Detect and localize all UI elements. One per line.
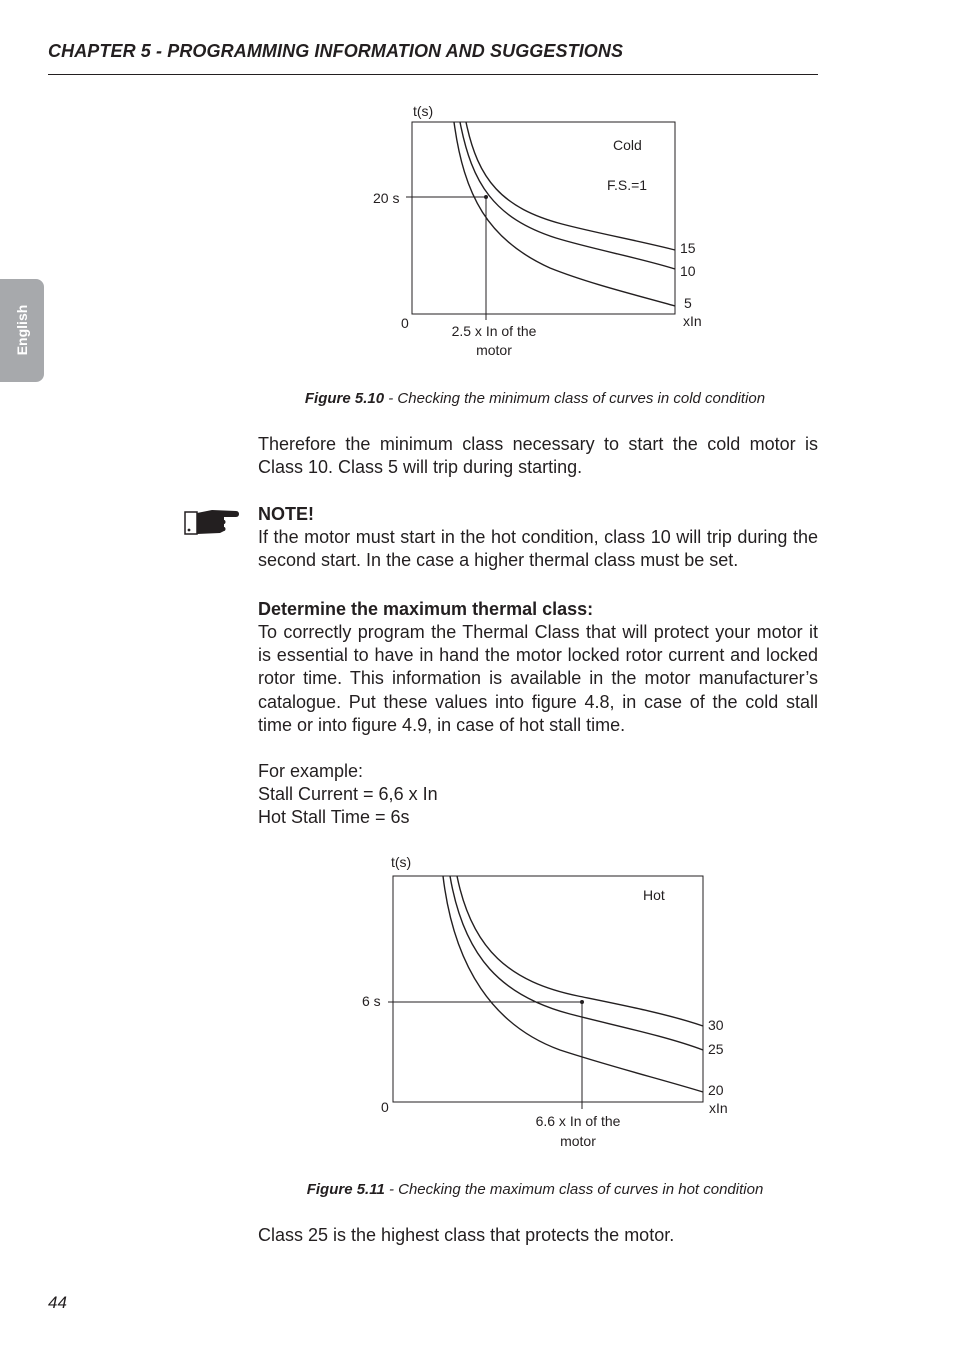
marker-point <box>484 195 488 199</box>
curve-label-5: 5 <box>684 295 692 311</box>
curve-class-30 <box>457 876 703 1026</box>
figure-caption-text: - Checking the maximum class of curves in hot condition <box>384 1181 764 1198</box>
example-intro: For example: <box>258 761 364 781</box>
paragraph-conclusion: Class 25 is the highest class that protects the motor. <box>258 1225 675 1245</box>
language-tab-label: English <box>14 304 30 356</box>
figure-caption-hot <box>200 1181 870 1198</box>
origin-label: 0 <box>381 1099 389 1115</box>
figure-cold-svg <box>360 98 720 368</box>
note-text: If the motor must start in the hot condition, class 10 will trip during the second start. In the case a higher thermal class must be set. <box>258 527 818 571</box>
plot-frame <box>393 876 703 1102</box>
figure-number: Figure 5.10 <box>304 390 385 407</box>
pointing-hand-icon <box>184 506 240 536</box>
marker-y-label: 6 s <box>362 993 381 1009</box>
curve-class-10 <box>460 122 675 269</box>
language-tab <box>0 279 44 382</box>
y-axis-label: t(s) <box>391 854 412 870</box>
x-axis-label: xIn <box>683 313 702 329</box>
curve-label-25: 25 <box>708 1041 724 1057</box>
condition-label: Cold <box>613 137 642 153</box>
x-axis-label: xIn <box>709 1100 728 1116</box>
marker-point <box>580 1000 584 1004</box>
marker-x-label-line1: 2.5 x In of the <box>451 323 537 339</box>
page-number: 44 <box>48 1293 67 1312</box>
figure-hot-curves <box>350 850 750 1160</box>
curve-class-25 <box>450 876 703 1050</box>
example-stall-current: Stall Current = 6,6 x In <box>258 784 438 804</box>
curve-label-15: 15 <box>680 240 696 256</box>
y-axis-label: t(s) <box>413 103 434 119</box>
figure-number: Figure 5.11 <box>306 1181 385 1198</box>
fs-label: F.S.=1 <box>607 177 648 193</box>
curve-label-30: 30 <box>708 1017 724 1033</box>
marker-x-label-line1: 6.6 x In of the <box>535 1113 621 1129</box>
curve-class-5 <box>454 122 675 306</box>
origin-label: 0 <box>401 315 409 331</box>
figure-hot-svg <box>350 850 750 1155</box>
section-text: To correctly program the Thermal Class that will protect your motor it is essential to have in hand the motor locked rotor current and locked rotor time. This information is available in the motor manufacturer’s catalogue. Put these values into figure 4.8, in case of the cold stall time or into figure 4.9, in case of hot stall time. <box>258 622 818 735</box>
chapter-title: CHAPTER 5 - PROGRAMMING INFORMATION AND SUGGESTIONS <box>48 41 624 61</box>
marker-x-label-line2: motor <box>560 1133 596 1149</box>
marker-y-label: 20 s <box>373 190 400 206</box>
paragraph-minimum-class: Therefore the minimum class necessary to start the cold motor is Class 10. Class 5 will trip during starting. <box>258 434 818 478</box>
example-hot-stall-time: Hot Stall Time = 6s <box>258 807 410 827</box>
chapter-header <box>48 41 818 75</box>
curve-label-10: 10 <box>680 263 696 279</box>
note-title: NOTE! <box>258 504 314 524</box>
condition-label: Hot <box>643 887 665 903</box>
curve-class-20 <box>443 876 703 1092</box>
figure-caption-text: - Checking the minimum class of curves in cold condition <box>384 390 766 407</box>
figure-cold-curves <box>360 98 720 373</box>
marker-x-label-line2: motor <box>476 342 512 358</box>
section-heading: Determine the maximum thermal class: <box>258 599 594 619</box>
figure-caption-cold <box>200 390 870 407</box>
curve-label-20: 20 <box>708 1082 724 1098</box>
